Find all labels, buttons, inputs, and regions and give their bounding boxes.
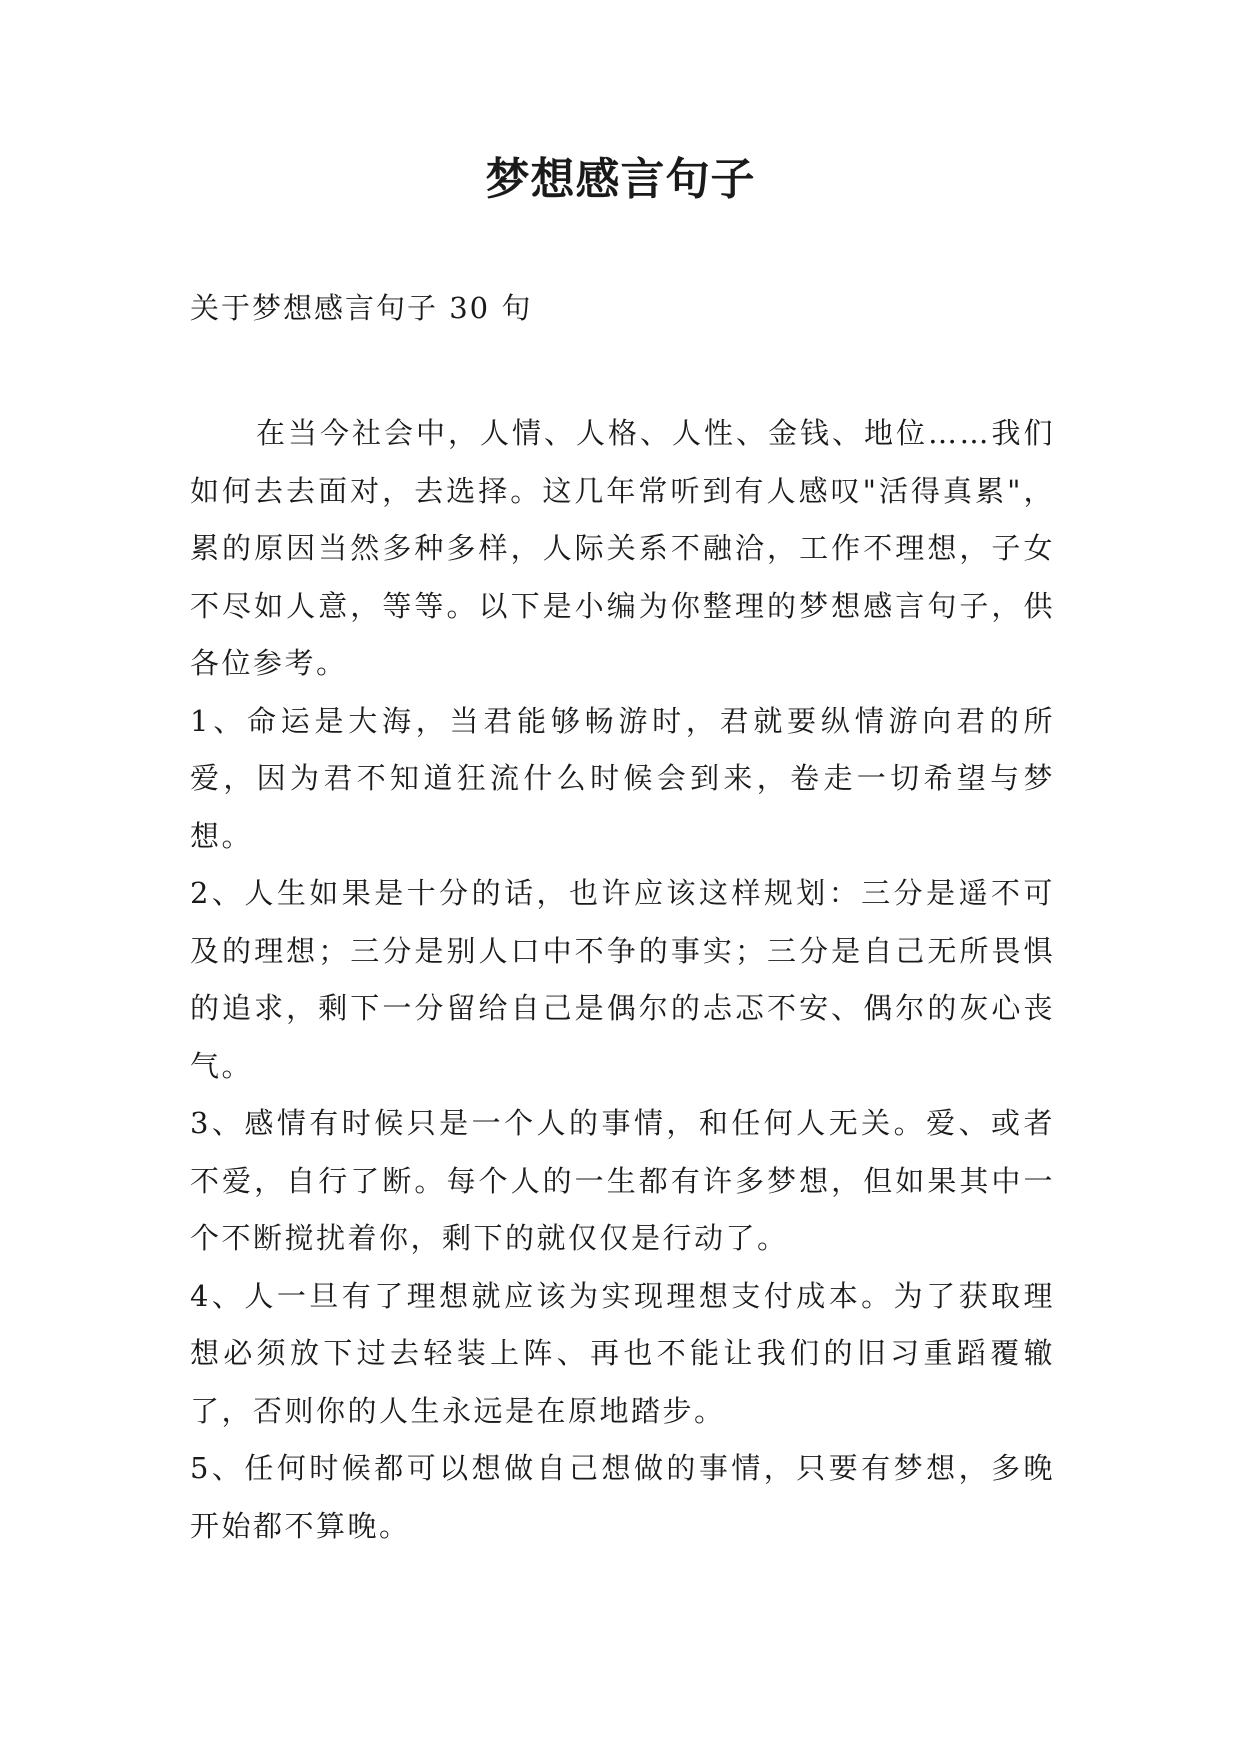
document-title: 梦想感言句子	[485, 154, 756, 205]
document-subtitle: 关于梦想感言句子 30 句	[190, 291, 533, 325]
document-body	[190, 405, 1055, 1555]
quote-item-2: 2、人生如果是十分的话，也许应该这样规划：三分是遥不可及的理想；三分是别人口中不争的事实；三分是自己无所畏惧的追求，剩下一分留给自己是偶尔的忐忑不安、偶尔的灰心丧气。	[190, 876, 1055, 1083]
quote-item-4: 4、人一旦有了理想就应该为实现理想支付成本。为了获取理想必须放下过去轻装上阵、再也不能让我们的旧习重蹈覆辙了，否则你的人生永远是在原地踏步。	[190, 1278, 1055, 1428]
quote-item-5: 5、任何时候都可以想做自己想做的事情，只要有梦想，多晚开始都不算晚。	[190, 1451, 1055, 1543]
quote-item-1: 1、命运是大海，当君能够畅游时，君就要纵情游向君的所爱，因为君不知道狂流什么时候会到来，卷走一切希望与梦想。	[190, 703, 1055, 853]
quote-item-3: 3、感情有时候只是一个人的事情，和任何人无关。爱、或者不爱，自行了断。每个人的一生都有许多梦想，但如果其中一个不断搅扰着你，剩下的就仅仅是行动了。	[190, 1106, 1055, 1255]
intro-paragraph: 在当今社会中，人情、人格、人性、金钱、地位……我们如何去去面对，去选择。这几年常听到有人感叹"活得真累"，累的原因当然多种多样，人际关系不融洽，工作不理想，子女不尽如人意，等等。以下是小编为你整理的梦想感言句子，供各位参考。	[190, 416, 1055, 680]
